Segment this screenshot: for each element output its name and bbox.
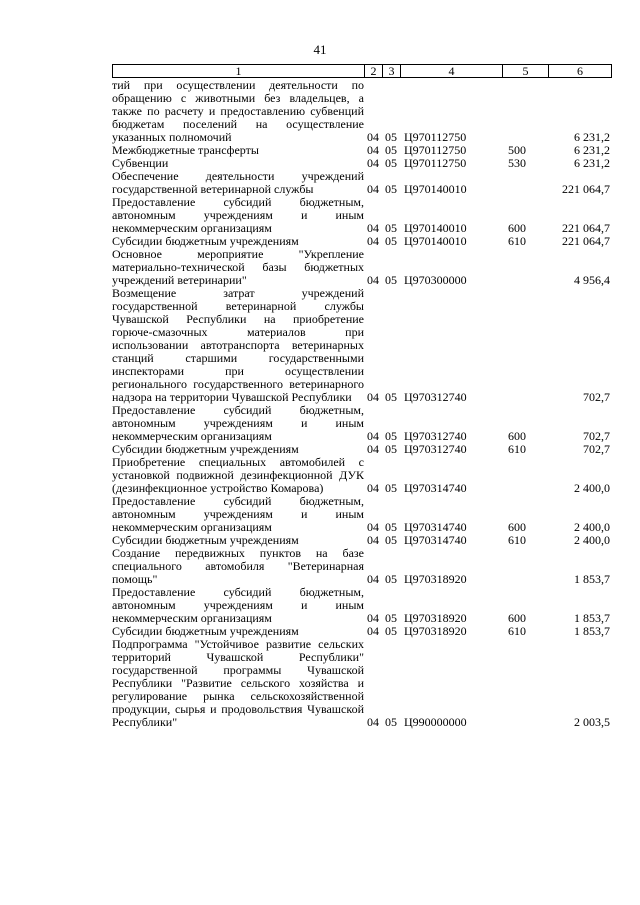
- table-row: [112, 79, 612, 144]
- row-amount: 2 400,0: [574, 520, 610, 534]
- table-row: [112, 547, 612, 586]
- row-section: 04: [367, 273, 379, 287]
- row-name: Субсидии бюджетным учреждениям: [112, 234, 299, 248]
- row-name: Предоставление субсидий бюджетным, автономным учреждениям и иным некоммерческим организациям: [112, 403, 364, 443]
- row-name: Предоставление субсидий бюджетным, автономным учреждениям и иным некоммерческим организациям: [112, 494, 364, 534]
- row-subsection: 05: [385, 624, 397, 638]
- row-target-code: Ц970312740: [404, 390, 467, 404]
- row-section: 04: [367, 130, 379, 144]
- row-section: 04: [367, 156, 379, 170]
- row-amount: 221 064,7: [562, 234, 610, 248]
- row-name: Обеспечение деятельности учреждений государственной ветеринарной службы: [112, 169, 364, 196]
- row-subsection: 05: [385, 533, 397, 547]
- row-subsection: 05: [385, 520, 397, 534]
- row-subsection: 05: [385, 143, 397, 157]
- row-name: тий при осуществлении деятельности по обращению с животными без владельцев, а также по расчету и предоставлению субвенций бюджетам поселений на осуществление указанных полномочий: [112, 78, 364, 144]
- row-target-code: Ц970112750: [404, 130, 467, 144]
- row-expense-type: 600: [508, 520, 526, 534]
- row-name: Межбюджетные трансферты: [112, 143, 259, 157]
- row-target-code: Ц970140010: [404, 182, 467, 196]
- row-amount: 1 853,7: [574, 624, 610, 638]
- row-section: 04: [367, 572, 379, 586]
- row-expense-type: 530: [508, 156, 526, 170]
- row-section: 04: [367, 182, 379, 196]
- row-subsection: 05: [385, 442, 397, 456]
- header-col-1: 1: [113, 65, 365, 77]
- row-subsection: 05: [385, 156, 397, 170]
- row-expense-type: 600: [508, 611, 526, 625]
- row-target-code: Ц970314740: [404, 481, 467, 495]
- row-subsection: 05: [385, 390, 397, 404]
- row-target-code: Ц970312740: [404, 429, 467, 443]
- row-name: Субвенции: [112, 156, 169, 170]
- row-amount: 2 400,0: [574, 481, 610, 495]
- row-section: 04: [367, 143, 379, 157]
- row-target-code: Ц970300000: [404, 273, 467, 287]
- row-target-code: Ц970112750: [404, 156, 467, 170]
- table-header: [112, 64, 612, 78]
- row-amount: 702,7: [583, 390, 610, 404]
- row-amount: 6 231,2: [574, 156, 610, 170]
- row-amount: 221 064,7: [562, 182, 610, 196]
- row-amount: 1 853,7: [574, 611, 610, 625]
- row-name: Субсидии бюджетным учреждениям: [112, 533, 299, 547]
- row-subsection: 05: [385, 130, 397, 144]
- row-name: Субсидии бюджетным учреждениям: [112, 624, 299, 638]
- row-subsection: 05: [385, 234, 397, 248]
- table-body: [112, 79, 612, 729]
- row-amount: 4 956,4: [574, 273, 610, 287]
- row-amount: 1 853,7: [574, 572, 610, 586]
- row-subsection: 05: [385, 611, 397, 625]
- row-target-code: Ц970314740: [404, 533, 467, 547]
- page-number: 41: [313, 42, 327, 57]
- row-amount: 2 400,0: [574, 533, 610, 547]
- row-expense-type: 610: [508, 442, 526, 456]
- row-expense-type: 610: [508, 234, 526, 248]
- header-col-3: 3: [383, 65, 401, 77]
- table-row: [112, 638, 612, 729]
- row-amount: 702,7: [583, 429, 610, 443]
- row-amount: 702,7: [583, 442, 610, 456]
- row-name: Субсидии бюджетным учреждениям: [112, 442, 299, 456]
- row-expense-type: 600: [508, 429, 526, 443]
- row-target-code: Ц990000000: [404, 715, 467, 729]
- table-row: [112, 404, 612, 443]
- row-expense-type: 600: [508, 221, 526, 235]
- row-name: Предоставление субсидий бюджетным, автономным учреждениям и иным некоммерческим организациям: [112, 195, 364, 235]
- row-amount: 6 231,2: [574, 130, 610, 144]
- row-section: 04: [367, 624, 379, 638]
- row-name: Предоставление субсидий бюджетным, автономным учреждениям и иным некоммерческим организациям: [112, 585, 364, 625]
- row-expense-type: 500: [508, 143, 526, 157]
- table-row: [112, 495, 612, 534]
- row-subsection: 05: [385, 572, 397, 586]
- table-row: [112, 170, 612, 196]
- row-target-code: Ц970318920: [404, 611, 467, 625]
- table-row: [112, 144, 612, 157]
- row-subsection: 05: [385, 273, 397, 287]
- header-col-2: 2: [365, 65, 383, 77]
- row-subsection: 05: [385, 715, 397, 729]
- header-col-4: 4: [401, 65, 503, 77]
- header-col-5: 5: [503, 65, 549, 77]
- row-section: 04: [367, 442, 379, 456]
- row-section: 04: [367, 520, 379, 534]
- row-amount: 2 003,5: [574, 715, 610, 729]
- row-section: 04: [367, 429, 379, 443]
- table-row: [112, 586, 612, 625]
- row-name: Приобретение специальных автомобилей с установкой подвижной дезинфекционной ДУК (дезинфекционное устройство Комарова): [112, 455, 364, 495]
- row-subsection: 05: [385, 429, 397, 443]
- row-section: 04: [367, 715, 379, 729]
- row-expense-type: 610: [508, 533, 526, 547]
- row-subsection: 05: [385, 481, 397, 495]
- row-name: Создание передвижных пунктов на базе специального автомобиля "Ветеринарная помощь": [112, 546, 364, 586]
- row-amount: 221 064,7: [562, 221, 610, 235]
- table-row: [112, 287, 612, 404]
- row-target-code: Ц970140010: [404, 234, 467, 248]
- row-subsection: 05: [385, 221, 397, 235]
- table-row: [112, 248, 612, 287]
- row-target-code: Ц970312740: [404, 442, 467, 456]
- table-row: [112, 456, 612, 495]
- row-expense-type: 610: [508, 624, 526, 638]
- row-target-code: Ц970314740: [404, 520, 467, 534]
- row-section: 04: [367, 611, 379, 625]
- row-amount: 6 231,2: [574, 143, 610, 157]
- row-name: Возмещение затрат учреждений государственной ветеринарной службы Чувашской Республики на приобретение горюче-смазочных материалов при использовании автотранспорта ветеринарных станций старшими государственными инспекторами при осуществлении регионального государственного ветеринарного надзора на территории Чувашской Республики: [112, 286, 364, 404]
- row-target-code: Ц970112750: [404, 143, 467, 157]
- row-target-code: Ц970140010: [404, 221, 467, 235]
- header-col-6: 6: [577, 64, 583, 78]
- row-subsection: 05: [385, 182, 397, 196]
- row-name: Подпрограмма "Устойчивое развитие сельских территорий Чувашской Республики" государственной программы Чувашской Республики "Развитие сельского хозяйства и регулирование рынка сельскохозяйственной продукции, сырья и продовольствия Чувашской Республики": [112, 637, 364, 729]
- table-row: [112, 196, 612, 235]
- row-name: Основное мероприятие "Укрепление материально-технической базы бюджетных учреждений ветеринарии": [112, 247, 364, 287]
- row-section: 04: [367, 221, 379, 235]
- row-target-code: Ц970318920: [404, 624, 467, 638]
- row-section: 04: [367, 481, 379, 495]
- row-section: 04: [367, 390, 379, 404]
- row-section: 04: [367, 234, 379, 248]
- row-target-code: Ц970318920: [404, 572, 467, 586]
- row-section: 04: [367, 533, 379, 547]
